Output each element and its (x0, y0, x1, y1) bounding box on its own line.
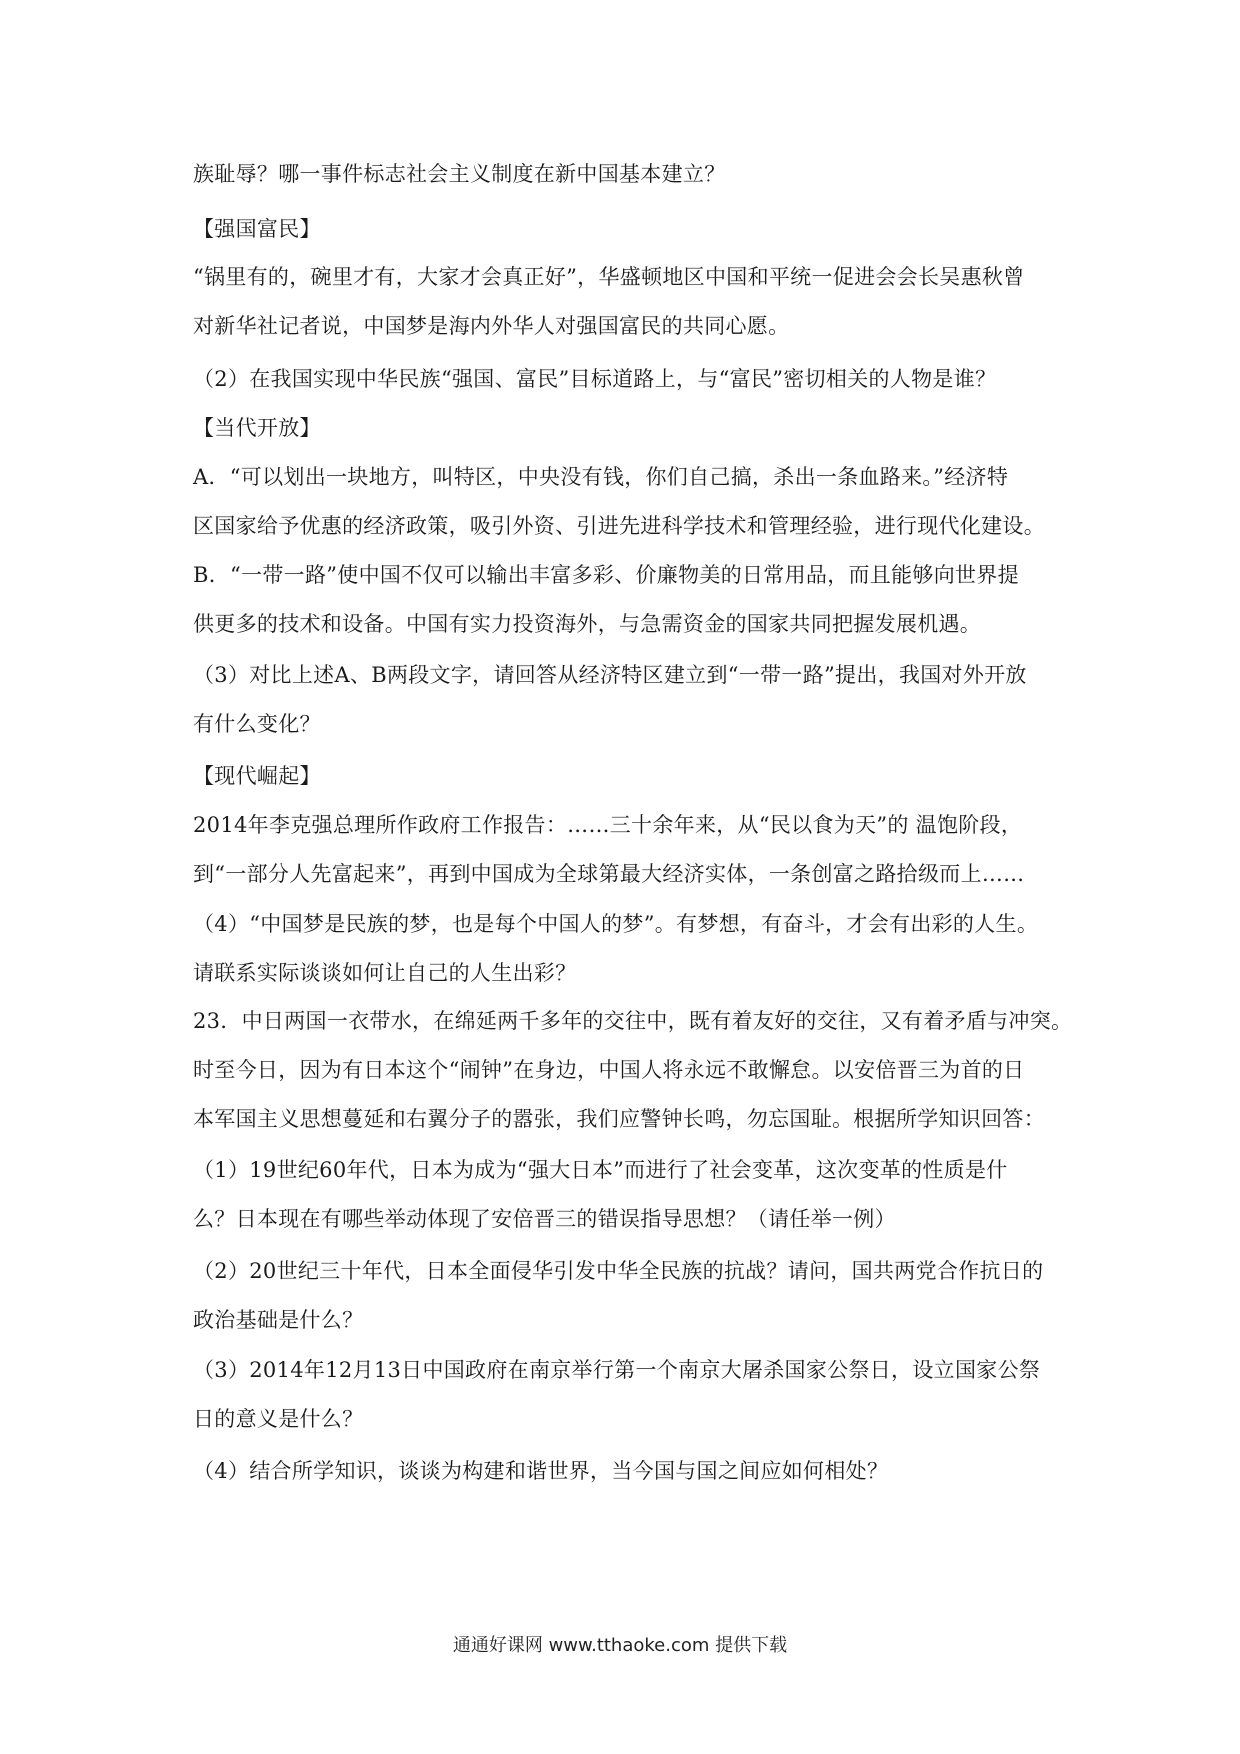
question-line: 请联系实际谈谈如何让自己的人生出彩？ (193, 961, 577, 985)
question-line: 有什么变化？ (193, 712, 321, 736)
question-line: 23．中日两国一衣带水，在绵延两千多年的交往中，既有着友好的交往，又有着矛盾与冲突。 (193, 1009, 1073, 1033)
section-heading: 【强国富民】 (193, 217, 321, 241)
question-line: （4）结合所学知识，谈谈为构建和谐世界，当今国与国之间应如何相处？ (193, 1459, 889, 1483)
text-line: 到“一部分人先富起来”，再到中国成为全球第最大经济实体，一条创富之路拾级而上…… (193, 862, 1025, 886)
question-line: 政治基础是什么？ (193, 1308, 364, 1332)
text-line: 区国家给予优惠的经济政策，吸引外资、引进先进科学技术和管理经验，进行现代化建设。 (193, 514, 1045, 538)
text-line: 供更多的技术和设备。中国有实力投资海外，与急需资金的国家共同把握发展机遇。 (193, 612, 982, 636)
text-line: A．“可以划出一块地方，叫特区，中央没有钱，你们自己搞，杀出一条血路来。”经济特 (193, 465, 1009, 489)
section-heading: 【现代崛起】 (193, 764, 321, 788)
text-line: B．“一带一路”使中国不仅可以输出丰富多彩、价廉物美的日常用品，而且能够向世界提 (193, 563, 1019, 587)
question-line: （1）19世纪60年代，日本为成为“强大日本”而进行了社会变革，这次变革的性质是什 (193, 1158, 1008, 1182)
question-line: 么？日本现在有哪些举动体现了安倍晋三的错误指导思想？（请任举一例） (193, 1207, 896, 1231)
question-line: （3）对比上述A、B两段文字，请回答从经济特区建立到“一带一路”提出，我国对外开放 (193, 663, 1027, 687)
text-line: 本军国主义思想蔓延和右翼分子的嚣张，我们应警钟长鸣，勿忘国耻。根据所学知识回答： (193, 1107, 1045, 1131)
text-line: “锅里有的，碗里才有，大家才会真正好”，华盛顿地区中国和平统一促进会会长吴惠秋曾 (193, 265, 1025, 289)
section-heading: 【当代开放】 (193, 416, 321, 440)
question-line: 日的意义是什么？ (193, 1407, 364, 1431)
question-line: （4）“中国梦是民族的梦，也是每个中国人的梦”。有梦想，有奋斗，才会有出彩的人生。 (193, 912, 1039, 936)
text-line: 族耻辱？哪一事件标志社会主义制度在新中国基本建立？ (193, 162, 726, 186)
text-line: 2014年李克强总理所作政府工作报告：……三十余年来，从“民以食为天”的 温饱阶段， (193, 813, 1023, 837)
question-line: （3）2014年12月13日中国政府在南京举行第一个南京大屠杀国家公祭日，设立国家公祭 (193, 1358, 1041, 1382)
page-footer: 通通好课网 www.tthaoke.com 提供下载 (452, 1635, 788, 1656)
question-line: （2）在我国实现中华民族“强国、富民”目标道路上，与“富民”密切相关的人物是谁？ (193, 367, 997, 391)
text-line: 对新华社记者说，中国梦是海内外华人对强国富民的共同心愿。 (193, 314, 790, 338)
text-line: 时至今日，因为有日本这个“闹钟”在身边，中国人将永远不敢懈怠。以安倍晋三为首的日 (193, 1058, 1025, 1082)
question-line: （2）20世纪三十年代，日本全面侵华引发中华全民族的抗战？请问，国共两党合作抗日的 (193, 1259, 1044, 1283)
